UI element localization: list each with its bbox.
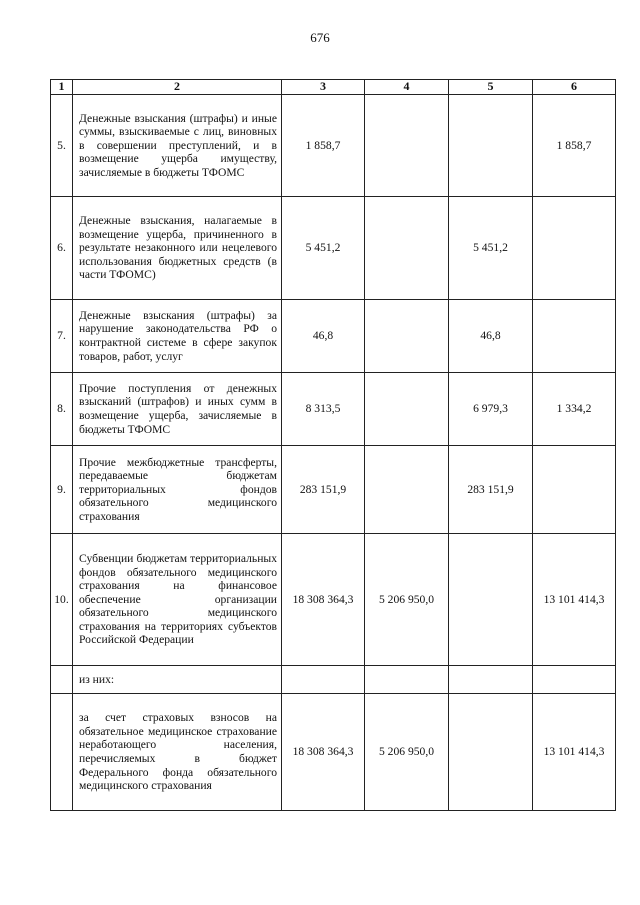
row-number: 7. [51, 300, 73, 373]
table-row [51, 666, 616, 694]
cell-col5 [449, 534, 533, 666]
cell-col4: 5 206 950,0 [365, 694, 449, 811]
cell-col4 [365, 95, 449, 197]
cell-col6: 13 101 414,3 [533, 534, 616, 666]
row-description: Субвенции бюджетам территориальных фондов обязательного медицинского страхования на финансовое обеспечение организации обязательного медицинского страхования на территориях субъектов Российской Федерации [73, 534, 282, 666]
cell-col6: 1 858,7 [533, 95, 616, 197]
cell-col6: 1 334,2 [533, 373, 616, 446]
cell-col3: 8 313,5 [282, 373, 365, 446]
row-description: Прочие поступления от денежных взысканий (штрафов) и иных сумм в возмещение ущерба, зачисляемые в бюджеты ТФОМС [73, 373, 282, 446]
budget-table [50, 79, 616, 811]
cell-col5 [449, 666, 533, 694]
cell-col4 [365, 666, 449, 694]
cell-col3: 1 858,7 [282, 95, 365, 197]
cell-col5: 283 151,9 [449, 446, 533, 534]
cell-col6 [533, 446, 616, 534]
row-description: Денежные взыскания (штрафы) и иные суммы, взыскиваемые с лиц, виновных в совершении преступлений, и в возмещение ущерба имуществу, зачисляемые в бюджеты ТФОМС [73, 95, 282, 197]
row-number: 6. [51, 197, 73, 300]
column-header: 1 [51, 80, 73, 95]
budget-table-container [50, 79, 616, 811]
cell-col5: 6 979,3 [449, 373, 533, 446]
column-header: 4 [365, 80, 449, 95]
row-number: 10. [51, 534, 73, 666]
cell-col4 [365, 300, 449, 373]
column-header: 6 [533, 80, 616, 95]
table-header-row [51, 80, 616, 95]
table-row [51, 694, 616, 811]
row-description: из них: [73, 666, 282, 694]
cell-col6 [533, 197, 616, 300]
cell-col4 [365, 446, 449, 534]
row-number [51, 666, 73, 694]
cell-col3: 18 308 364,3 [282, 694, 365, 811]
cell-col3: 5 451,2 [282, 197, 365, 300]
cell-col6 [533, 300, 616, 373]
cell-col3: 283 151,9 [282, 446, 365, 534]
table-row [51, 95, 616, 197]
column-header: 3 [282, 80, 365, 95]
cell-col6: 13 101 414,3 [533, 694, 616, 811]
table-row [51, 300, 616, 373]
table-row [51, 534, 616, 666]
row-description: Денежные взыскания, налагаемые в возмещение ущерба, причиненного в результате незаконного или нецелевого использования бюджетных средств (в части ТФОМС) [73, 197, 282, 300]
row-description: Прочие межбюджетные трансферты, передаваемые бюджетам территориальных фондов обязательного медицинского страхования [73, 446, 282, 534]
table-row [51, 446, 616, 534]
cell-col4 [365, 197, 449, 300]
cell-col6 [533, 666, 616, 694]
cell-col4 [365, 373, 449, 446]
table-row [51, 197, 616, 300]
column-header: 5 [449, 80, 533, 95]
page-number: 676 [310, 30, 330, 45]
row-number: 8. [51, 373, 73, 446]
cell-col4: 5 206 950,0 [365, 534, 449, 666]
cell-col5 [449, 95, 533, 197]
row-number [51, 694, 73, 811]
cell-col5: 46,8 [449, 300, 533, 373]
cell-col5 [449, 694, 533, 811]
cell-col5: 5 451,2 [449, 197, 533, 300]
cell-col3: 46,8 [282, 300, 365, 373]
column-header: 2 [73, 80, 282, 95]
row-number: 5. [51, 95, 73, 197]
cell-col3: 18 308 364,3 [282, 534, 365, 666]
row-description: Денежные взыскания (штрафы) за нарушение законодательства РФ о контрактной системе в сфере закупок товаров, работ, услуг [73, 300, 282, 373]
row-number: 9. [51, 446, 73, 534]
cell-col3 [282, 666, 365, 694]
row-description: за счет страховых взносов на обязательное медицинское страхование неработающего населения, перечисляемых в бюджет Федерального фонда обязательного медицинского страхования [73, 694, 282, 811]
table-row [51, 373, 616, 446]
